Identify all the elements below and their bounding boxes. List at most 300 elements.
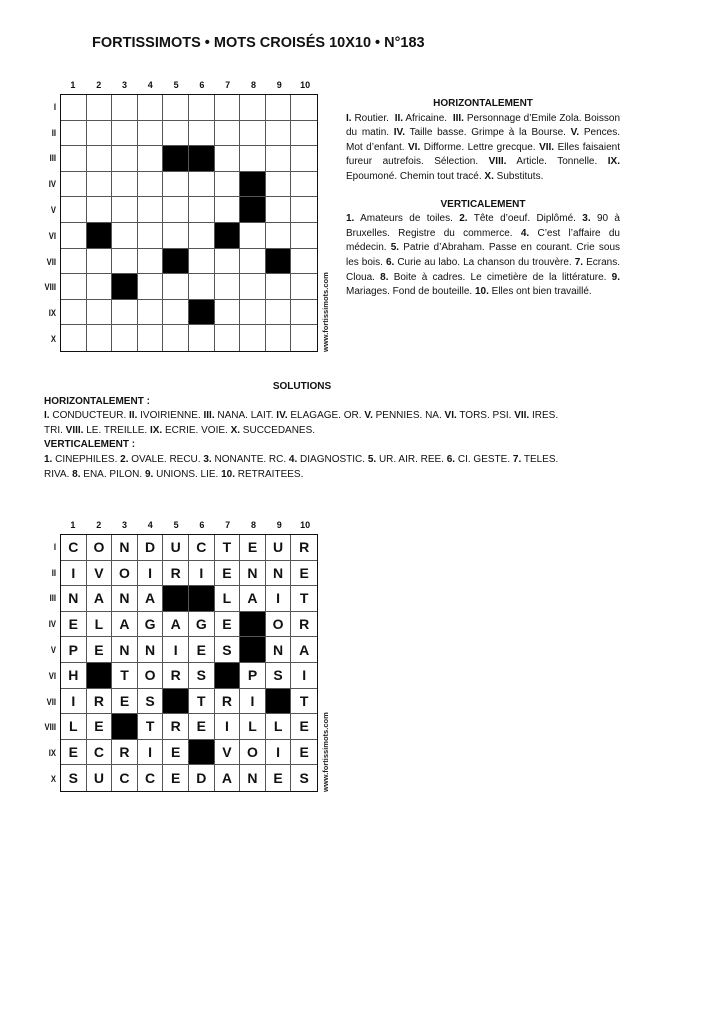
clue-text: Difforme. Lettre grecque.	[420, 141, 540, 153]
empty-cell[interactable]	[189, 223, 215, 249]
empty-cell[interactable]	[215, 325, 241, 351]
clue-number: V.	[364, 410, 373, 422]
solution-cell: N	[112, 637, 138, 663]
empty-cell[interactable]	[138, 172, 164, 198]
column-number: 7	[225, 80, 231, 90]
solution-cell: E	[215, 561, 241, 587]
column-number: 8	[250, 80, 256, 90]
solution-cell: P	[240, 663, 266, 689]
black-cell	[240, 637, 266, 663]
black-cell	[189, 146, 215, 172]
black-cell	[112, 714, 138, 740]
clue-text: TELES. RIVA.	[44, 453, 562, 480]
clue-text: IVOIRIENNE.	[137, 410, 204, 422]
solution-cell: A	[240, 586, 266, 612]
clue-number: VI.	[408, 141, 421, 153]
column-number: 8	[250, 520, 256, 530]
clue-text: Article. Tonnelle.	[506, 156, 608, 168]
solution-cell: P	[61, 637, 87, 663]
empty-cell[interactable]	[266, 274, 292, 300]
clue-text: SUCCEDANES.	[240, 424, 316, 436]
solution-cell: E	[189, 637, 215, 663]
solution-cell: A	[138, 586, 164, 612]
clues-horizontal	[346, 112, 623, 185]
column-number: 3	[121, 80, 127, 90]
column-number: 5	[173, 520, 179, 530]
clue-text: C’est l’affaire du médecin.	[346, 227, 623, 254]
clue-number: 2.	[459, 213, 468, 225]
clue-text: Amateurs de toiles.	[354, 213, 460, 225]
empty-cell[interactable]	[189, 274, 215, 300]
empty-cell[interactable]	[266, 146, 292, 172]
solution-cell: N	[138, 637, 164, 663]
solution-cell: N	[266, 637, 292, 663]
solution-cell: E	[240, 535, 266, 561]
clue-text: Elles faisaient fureur autrefois. Sélection.	[346, 141, 623, 168]
column-number: 4	[147, 520, 153, 530]
empty-cell[interactable]	[291, 172, 317, 198]
column-number: 6	[199, 520, 205, 530]
clue-number: II.	[129, 410, 138, 422]
solution-cell: N	[112, 586, 138, 612]
row-number: X	[50, 774, 56, 785]
solution-cell: R	[291, 612, 317, 638]
solution-cell: D	[138, 535, 164, 561]
empty-cell[interactable]	[112, 249, 138, 275]
clue-number: 7.	[574, 256, 584, 268]
solution-cell: R	[163, 663, 189, 689]
solution-cell: T	[215, 535, 241, 561]
column-numbers	[60, 80, 318, 92]
black-cell	[189, 740, 215, 766]
empty-cell[interactable]	[138, 197, 164, 223]
solution-cell: I	[138, 561, 164, 587]
solution-cell: T	[291, 689, 317, 715]
solution-cell: R	[163, 714, 189, 740]
empty-cell[interactable]	[291, 325, 317, 351]
black-cell	[240, 612, 266, 638]
empty-cell[interactable]	[215, 95, 241, 121]
clue-text: Substituts.	[493, 170, 544, 182]
clue-text: Mariages. Fond de bouteille.	[346, 271, 623, 298]
empty-cell[interactable]	[112, 172, 138, 198]
row-number: VIII	[44, 722, 56, 733]
clue-text: Elles ont bien travaillé.	[488, 286, 592, 298]
empty-cell[interactable]	[163, 197, 189, 223]
column-number: 6	[199, 80, 205, 90]
clue-text: UR. AIR. REE.	[376, 453, 447, 465]
empty-cell[interactable]	[266, 300, 292, 326]
solution-cell: I	[215, 714, 241, 740]
empty-cell[interactable]	[240, 249, 266, 275]
clue-number: 2.	[120, 453, 129, 465]
column-number: 9	[276, 520, 282, 530]
solution-cell: E	[266, 765, 292, 791]
empty-cell[interactable]	[240, 146, 266, 172]
empty-cell[interactable]	[138, 249, 164, 275]
empty-cell[interactable]	[189, 95, 215, 121]
clue-text: NANA. LAIT.	[214, 410, 277, 422]
solution-cell: E	[215, 612, 241, 638]
solution-cell: R	[291, 535, 317, 561]
solution-cell: I	[266, 740, 292, 766]
solution-cell: I	[61, 689, 87, 715]
clue-number: 8.	[380, 271, 389, 283]
clue-text: Patrie d’Abraham. Passe en courant. Crie sous les bois.	[346, 242, 623, 268]
empty-cell[interactable]	[61, 121, 87, 147]
row-number: IX	[48, 748, 56, 759]
empty-cell[interactable]	[138, 121, 164, 147]
empty-cell[interactable]	[163, 95, 189, 121]
black-cell	[266, 689, 292, 715]
clue-text: CINEPHILES.	[52, 453, 121, 465]
empty-cell[interactable]	[112, 223, 138, 249]
clue-number: 9.	[144, 468, 154, 480]
empty-cell[interactable]	[266, 95, 292, 121]
clue-number: III.	[452, 112, 464, 124]
clue-number: 3.	[203, 453, 212, 465]
empty-cell[interactable]	[87, 197, 113, 223]
empty-cell[interactable]	[61, 274, 87, 300]
solution-cell: E	[61, 612, 87, 638]
solution-cell: I	[163, 637, 189, 663]
row-number: II	[51, 127, 56, 138]
empty-cell[interactable]	[189, 197, 215, 223]
empty-cell[interactable]	[61, 223, 87, 249]
empty-cell[interactable]	[291, 249, 317, 275]
black-cell	[163, 689, 189, 715]
solution-cell: E	[189, 714, 215, 740]
clue-text: Curie au labo. La chanson du trouvère.	[394, 256, 575, 268]
column-number: 7	[225, 520, 231, 530]
clue-number: III.	[203, 410, 215, 422]
clue-number: 1.	[346, 213, 355, 225]
clues-panel	[346, 97, 623, 300]
empty-cell[interactable]	[61, 325, 87, 351]
column-number: 10	[300, 80, 311, 90]
clue-text: UNIONS. LIE.	[153, 468, 222, 480]
empty-cell[interactable]	[112, 197, 138, 223]
empty-cell[interactable]	[87, 95, 113, 121]
clue-number: II.	[394, 112, 404, 124]
solution-cell: S	[138, 689, 164, 715]
clue-text: 90 à Bruxelles. Registre du commerce.	[346, 213, 623, 239]
solution-cell: V	[87, 561, 113, 587]
empty-cell[interactable]	[291, 146, 317, 172]
empty-cell[interactable]	[61, 249, 87, 275]
clue-number: IV.	[276, 410, 288, 422]
empty-cell[interactable]	[87, 300, 113, 326]
solution-cell: T	[291, 586, 317, 612]
solution-cell: E	[87, 637, 113, 663]
row-number: I	[53, 541, 56, 552]
solution-cell: E	[291, 740, 317, 766]
clue-number: 9.	[611, 271, 621, 283]
solution-cell: D	[189, 765, 215, 791]
solution-cell: E	[61, 740, 87, 766]
solution-cell: A	[87, 586, 113, 612]
empty-cell[interactable]	[240, 300, 266, 326]
empty-cell[interactable]	[163, 121, 189, 147]
clue-text: LE. TREILLE.	[83, 424, 150, 436]
empty-cell[interactable]	[87, 325, 113, 351]
row-number: V	[50, 205, 56, 216]
row-numbers	[34, 534, 56, 792]
row-number: X	[50, 334, 56, 345]
solution-cell: S	[266, 663, 292, 689]
solution-cell: T	[112, 663, 138, 689]
solution-cell: O	[112, 561, 138, 587]
empty-cell[interactable]	[266, 325, 292, 351]
solution-cell: N	[240, 561, 266, 587]
empty-cell[interactable]	[163, 172, 189, 198]
puzzle-grid-area	[44, 80, 330, 352]
page-title: FORTISSIMOTS • MOTS CROISÉS 10X10 • N°183	[92, 35, 425, 51]
solution-cell: R	[87, 689, 113, 715]
solution-cell: U	[163, 535, 189, 561]
clue-number: X.	[484, 170, 494, 182]
empty-cell[interactable]	[291, 95, 317, 121]
solution-cell: E	[163, 765, 189, 791]
row-number: III	[49, 153, 56, 164]
solutions-vertical	[44, 453, 564, 482]
watermark-text: www.fortissimots.com	[321, 272, 330, 352]
clue-text: RETRAITEES.	[235, 468, 304, 480]
empty-cell[interactable]	[215, 249, 241, 275]
empty-cell[interactable]	[266, 121, 292, 147]
empty-cell[interactable]	[189, 325, 215, 351]
clue-number: I.	[346, 112, 352, 124]
clue-text: NONANTE. RC.	[211, 453, 289, 465]
empty-cell[interactable]	[240, 95, 266, 121]
clue-number: 6.	[385, 256, 395, 268]
empty-cell[interactable]	[61, 197, 87, 223]
empty-cell[interactable]	[112, 300, 138, 326]
solution-cell: I	[291, 663, 317, 689]
clue-number: IX.	[607, 156, 620, 168]
clue-text: ELAGAGE. OR.	[287, 410, 365, 422]
empty-cell[interactable]	[240, 223, 266, 249]
solution-cell: O	[138, 663, 164, 689]
solution-grid	[60, 534, 318, 792]
solution-cell: O	[87, 535, 113, 561]
solution-cell: S	[215, 637, 241, 663]
empty-cell[interactable]	[138, 325, 164, 351]
clue-number: I.	[44, 410, 50, 422]
solutions-horizontal	[44, 409, 564, 438]
solution-cell: A	[215, 765, 241, 791]
clue-number: 1.	[44, 453, 53, 465]
clue-number: VI.	[444, 410, 457, 422]
solution-cell: C	[87, 740, 113, 766]
solutions-panel	[44, 380, 584, 482]
empty-cell[interactable]	[215, 146, 241, 172]
clues-horizontal-title: HORIZONTALEMENT	[433, 98, 533, 109]
empty-cell[interactable]	[112, 325, 138, 351]
black-cell	[112, 274, 138, 300]
solution-cell: N	[112, 535, 138, 561]
clue-number: VIII.	[488, 156, 507, 168]
clue-number: 8.	[72, 468, 81, 480]
row-number: VII	[46, 696, 56, 707]
empty-cell[interactable]	[215, 121, 241, 147]
empty-cell[interactable]	[61, 95, 87, 121]
empty-cell[interactable]	[138, 223, 164, 249]
empty-cell[interactable]	[138, 274, 164, 300]
row-number: VI	[48, 670, 56, 681]
solution-cell: N	[266, 561, 292, 587]
black-cell	[163, 249, 189, 275]
empty-cell[interactable]	[215, 172, 241, 198]
solutions-title: SOLUTIONS	[272, 381, 332, 392]
empty-cell[interactable]	[240, 274, 266, 300]
puzzle-grid	[60, 94, 318, 352]
black-cell	[189, 300, 215, 326]
solution-cell: U	[266, 535, 292, 561]
column-number: 3	[121, 520, 127, 530]
solutions-vertical-title: VERTICALEMENT :	[44, 439, 136, 451]
black-cell	[163, 146, 189, 172]
empty-cell[interactable]	[215, 300, 241, 326]
black-cell	[240, 197, 266, 223]
clue-text: TORS. PSI.	[456, 410, 515, 422]
solution-cell: R	[112, 740, 138, 766]
clue-text: CONDUCTEUR.	[49, 410, 130, 422]
empty-cell[interactable]	[291, 121, 317, 147]
solution-cell: N	[240, 765, 266, 791]
empty-cell[interactable]	[138, 300, 164, 326]
clue-number: IX.	[149, 424, 163, 436]
empty-cell[interactable]	[112, 146, 138, 172]
solution-cell: S	[291, 765, 317, 791]
empty-cell[interactable]	[163, 325, 189, 351]
empty-cell[interactable]	[291, 197, 317, 223]
empty-cell[interactable]	[163, 274, 189, 300]
black-cell	[87, 663, 113, 689]
solution-cell: E	[291, 561, 317, 587]
column-number: 4	[147, 80, 153, 90]
solution-cell: C	[189, 535, 215, 561]
empty-cell[interactable]	[87, 121, 113, 147]
clue-text: Tête d’oeuf. Diplômé.	[467, 213, 583, 225]
empty-cell[interactable]	[189, 172, 215, 198]
empty-cell[interactable]	[215, 274, 241, 300]
black-cell	[240, 172, 266, 198]
empty-cell[interactable]	[112, 95, 138, 121]
empty-cell[interactable]	[87, 274, 113, 300]
solution-cell: I	[61, 561, 87, 587]
solution-cell: C	[138, 765, 164, 791]
empty-cell[interactable]	[61, 300, 87, 326]
solution-cell: O	[240, 740, 266, 766]
black-cell	[163, 586, 189, 612]
black-cell	[215, 223, 241, 249]
empty-cell[interactable]	[87, 146, 113, 172]
column-number: 2	[96, 80, 102, 90]
empty-cell[interactable]	[240, 325, 266, 351]
empty-cell[interactable]	[163, 300, 189, 326]
empty-cell[interactable]	[163, 223, 189, 249]
solution-cell: L	[87, 612, 113, 638]
empty-cell[interactable]	[291, 300, 317, 326]
column-number: 1	[70, 80, 76, 90]
row-number: IX	[48, 308, 56, 319]
solution-cell: I	[189, 561, 215, 587]
solution-cell: H	[61, 663, 87, 689]
column-number: 10	[300, 520, 311, 530]
row-number: IV	[48, 179, 56, 190]
solution-cell: L	[266, 714, 292, 740]
solution-cell: N	[61, 586, 87, 612]
solution-cell: A	[112, 612, 138, 638]
solution-cell: A	[291, 637, 317, 663]
clue-text: Personnage d’Emile Zola. Boisson du matin.	[346, 112, 623, 139]
solution-cell: O	[266, 612, 292, 638]
black-cell	[189, 586, 215, 612]
watermark-text: www.fortissimots.com	[321, 712, 330, 792]
solution-cell: S	[189, 663, 215, 689]
empty-cell[interactable]	[291, 274, 317, 300]
solution-cell: I	[138, 740, 164, 766]
column-number: 5	[173, 80, 179, 90]
row-number: VIII	[44, 282, 56, 293]
row-number: I	[53, 101, 56, 112]
empty-cell[interactable]	[138, 146, 164, 172]
column-number: 2	[96, 520, 102, 530]
clue-number: 5.	[367, 453, 377, 465]
solution-cell: I	[240, 689, 266, 715]
solution-cell: S	[61, 765, 87, 791]
solution-cell: L	[240, 714, 266, 740]
clue-number: 10.	[221, 468, 236, 480]
empty-cell[interactable]	[266, 197, 292, 223]
clues-vertical	[346, 212, 623, 300]
empty-cell[interactable]	[266, 172, 292, 198]
empty-cell[interactable]	[138, 95, 164, 121]
clue-text: DIAGNOSTIC.	[297, 453, 368, 465]
empty-cell[interactable]	[87, 249, 113, 275]
solution-cell: U	[87, 765, 113, 791]
row-number: VII	[46, 256, 56, 267]
clue-number: IV.	[393, 127, 406, 139]
empty-cell[interactable]	[189, 121, 215, 147]
solution-cell: A	[163, 612, 189, 638]
empty-cell[interactable]	[240, 121, 266, 147]
empty-cell[interactable]	[266, 223, 292, 249]
empty-cell[interactable]	[61, 172, 87, 198]
solution-cell: E	[163, 740, 189, 766]
empty-cell[interactable]	[87, 172, 113, 198]
empty-cell[interactable]	[291, 223, 317, 249]
empty-cell[interactable]	[189, 249, 215, 275]
empty-cell[interactable]	[112, 121, 138, 147]
empty-cell[interactable]	[215, 197, 241, 223]
solution-cell: I	[266, 586, 292, 612]
solution-cell: E	[87, 714, 113, 740]
clue-number: VII.	[514, 410, 530, 422]
clue-number: 10.	[474, 286, 489, 298]
solution-cell: G	[189, 612, 215, 638]
clue-text: Routier.	[351, 112, 395, 124]
black-cell	[215, 663, 241, 689]
clue-number: 3.	[582, 213, 591, 225]
row-numbers	[34, 94, 56, 352]
solution-cell: T	[189, 689, 215, 715]
solution-cell: C	[112, 765, 138, 791]
solution-cell: L	[61, 714, 87, 740]
empty-cell[interactable]	[61, 146, 87, 172]
row-number: V	[50, 645, 56, 656]
